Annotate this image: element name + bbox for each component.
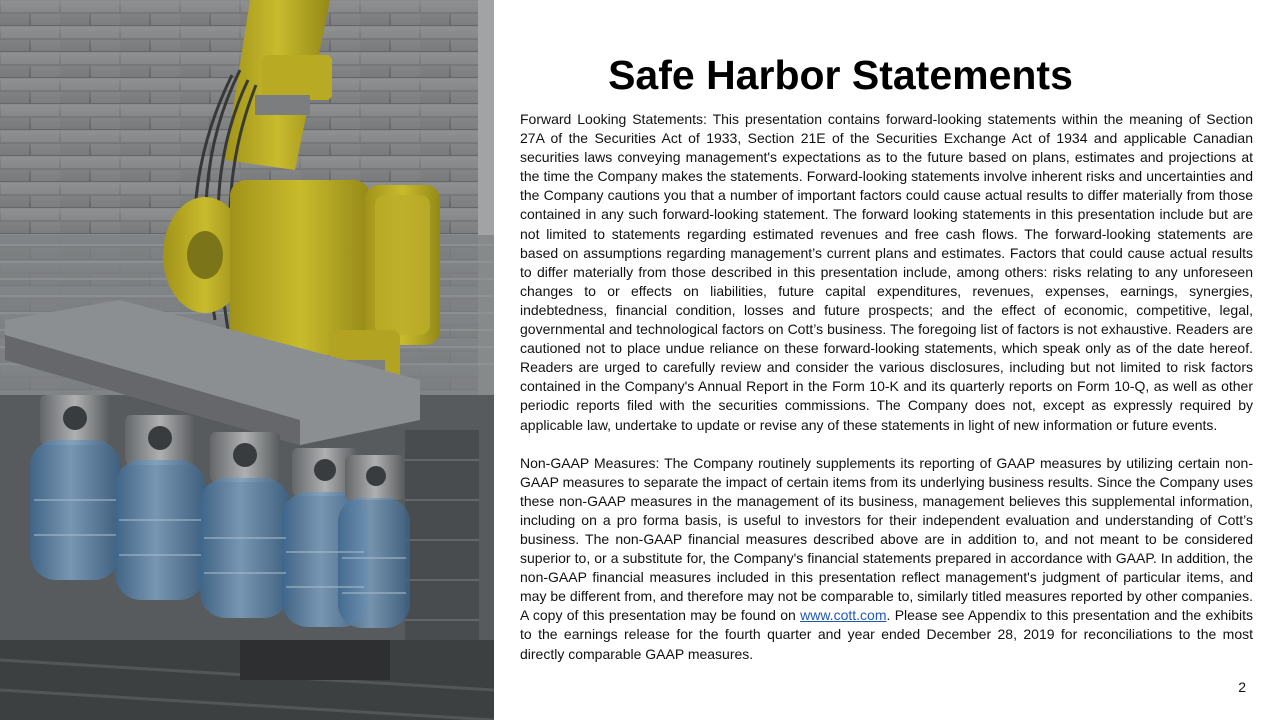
- forward-looking-paragraph: Forward Looking Statements: This presentation contains forward-looking statements within the meaning of Section 27A of the Securities Act of 1933, Section 21E of the Securities Exchange Act of 1934 and applicable Canadian securities laws conveying management's expectations as to the future based on plans, estimates and projections at the time the Company makes the statements. Forward-looking statements involve inherent risks and uncertainties and the Company cautions you that a number of important factors could cause actual results to differ materially from those contained in any such forward-looking statement. The forward looking statements in this presentation include but are not limited to statements regarding estimated revenues and free cash flows. The forward-looking statements are based on assumptions regarding management’s current plans and estimates. Factors that could cause actual results to differ materially from those described in this presentation include, among others: risks relating to any unforeseen changes to or effects on liabilities, future capital expenditures, revenues, expenses, earnings, synergies, indebtedness, financial condition, losses and future prospects; and the effect of economic, competitive, legal, governmental and technological factors on Cott’s business. The foregoing list of factors is not exhaustive. Readers are cautioned not to place undue reliance on these forward-looking statements, which speak only as of the date hereof. Readers are urged to carefully review and consider the various disclosures, including but not limited to risk factors contained in the Company's Annual Report in the Form 10-K and its quarterly reports on Form 10-Q, as well as other periodic reports filed with the securities commissions. The Company does not, except as expressly required by applicable law, undertake to update or revise any of these statements in light of new information or future events.: [520, 111, 1253, 433]
- slide-title: Safe Harbor Statements: [608, 52, 1073, 98]
- slide-content: [520, 0, 1253, 720]
- non-gaap-text-end: . Please see Appendix to this presentation and the exhibits to the earnings release for the fourth quarter and year ended December 28, 2019 for reconciliations to the most directly comparable GAAP measures.: [520, 607, 1254, 662]
- page-number: 2: [1238, 679, 1246, 695]
- palletizing-robot-illustration: [0, 0, 494, 720]
- non-gaap-text-start: Non-GAAP Measures: The Company routinely supplements its reporting of GAAP measures by utilizing certain non-GAAP measures to separate the impact of certain items from its underlying business results. Since the Company uses these non-GAAP measures in the management of its business, management believes this supplemental information, including on a pro forma basis, is useful to investors for their independent evaluation and understanding of Cott’s business. The non-GAAP financial measures described above are in addition to, and not meant to be considered superior to, or a substitute for, the Company's financial statements prepared in accordance with GAAP. In addition, the non-GAAP financial measures included in this presentation reflect management's judgment of particular items, and may be different from, and therefore may not be comparable to, similarly titled measures reported by other companies. A copy of this presentation may be found on: [520, 454, 1253, 624]
- non-gaap-paragraph: [520, 454, 1253, 664]
- cott-website-link[interactable]: www.cott.com: [800, 607, 887, 624]
- robot-photo: [0, 0, 494, 720]
- disclaimer-body: [520, 110, 1253, 664]
